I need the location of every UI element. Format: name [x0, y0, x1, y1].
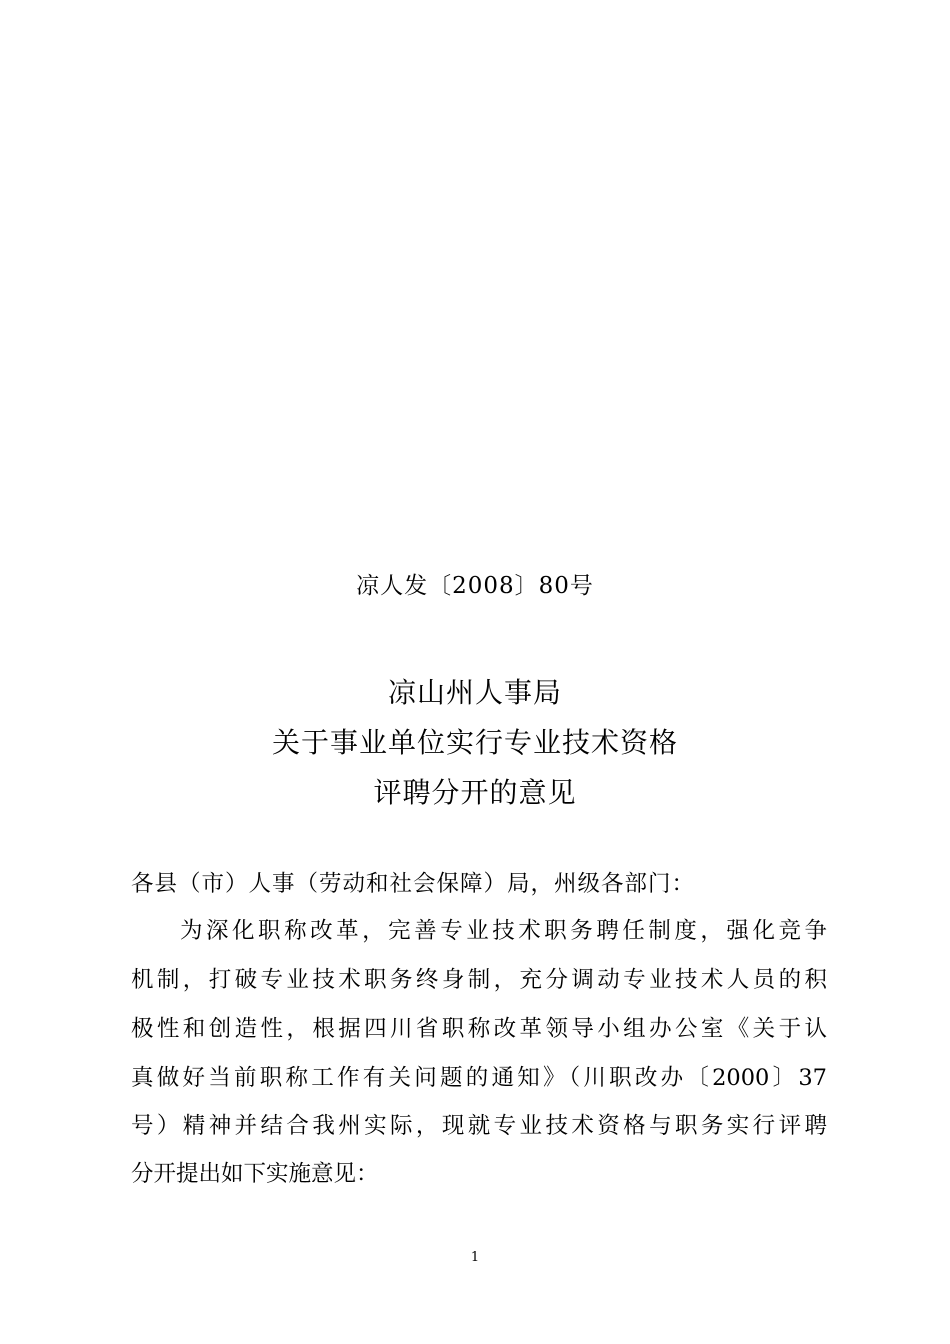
title-line-subject: 关于事业单位实行专业技术资格 [271, 726, 678, 759]
document-number: 凉人发〔2008〕80号 [356, 573, 594, 599]
page-number: 1 [470, 1250, 480, 1265]
body-paragraph-line: 机制，打破专业技术职务终身制，充分调动专业技术人员的积 [131, 967, 827, 993]
body-paragraph-line: 号）精神并结合我州实际，现就专业技术资格与职务实行评聘 [131, 1113, 827, 1139]
body-paragraph-line: 极性和创造性，根据四川省职称改革领导小组办公室《关于认 [131, 1016, 827, 1042]
salutation: 各县（市）人事（劳动和社会保障）局，州级各部门： [131, 871, 696, 897]
document-title [0, 668, 950, 818]
title-line-subject-continued: 评聘分开的意见 [373, 776, 577, 809]
body-paragraph-line: 为深化职称改革，完善专业技术职务聘任制度，强化竞争 [180, 918, 827, 944]
body-paragraph-line: 分开提出如下实施意见： [131, 1161, 379, 1187]
body-paragraph-line: 真做好当前职称工作有关问题的通知》（川职改办〔2000〕37 [131, 1065, 827, 1091]
title-line-issuer: 凉山州人事局 [387, 676, 562, 709]
